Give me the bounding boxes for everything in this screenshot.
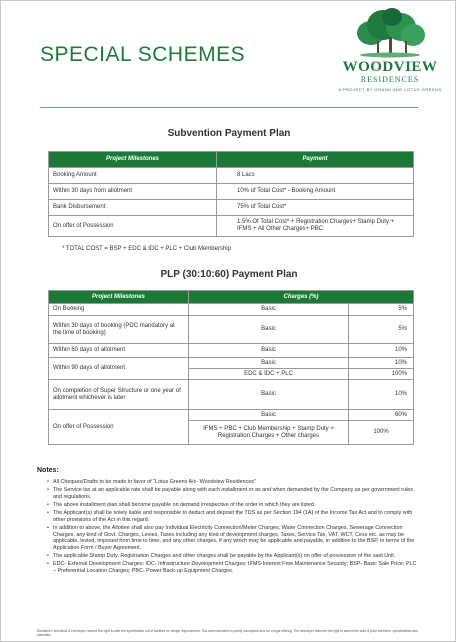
- logo-name: WOODVIEW: [342, 59, 438, 75]
- plp-title: PLP (30:10:60) Payment Plan: [160, 269, 298, 280]
- list-item: • In addition to above, the Allottee shall also pay Individual Electricity Connection/Meter Charges, Water Connection Charges, Sewerage Connection Charges, any kind of Govt. Charges, Levies, Taxes including any kind of development charges, Taxes, Service Tax, VAT, WCT, Cess etc. as may be applicable, levied, imposed from time to time, and any other charges, if any which may be applicable and payable, in addition to the BSP, in terms of the Application Form / Buyer Agreement.: [47, 525, 419, 551]
- table-row: [49, 380, 414, 410]
- disclaimer: Disclaimer: Architects & Developer reserve the right to alter the specification out of facilities for design improvement. This communication is purely conceptual and not a legal offering. The developer reserves the right to amend the area & price elements, specifications and amenities.: [37, 629, 418, 637]
- milestone-cell: Booking Amount: [49, 168, 217, 184]
- milestone-cell: On offer of Possession: [49, 216, 217, 237]
- percent-cell: 60%: [349, 410, 414, 421]
- payment-cell: 8 Lacs: [217, 168, 414, 184]
- charge-cell: Basic: [189, 344, 349, 358]
- list-item: • EDC- External Development Charges; IDC- Infrastructure Development Charges; IFMS-Interest Free Maintenance Security; BSP- Basic Sale Price; PLC – Preferential Location Charges; PBC- Power Back-up Equipment Charges.: [47, 561, 419, 574]
- list-item: • All Cheques/Drafts to be made in favor of "Lotus Greens A/c- Woodview Residences": [47, 479, 419, 486]
- subvention-table: [48, 151, 414, 237]
- table-row: [49, 344, 414, 358]
- trees-icon: [349, 7, 431, 59]
- percent-cell: 100%: [349, 421, 414, 445]
- milestone-cell: On completion of Super Structure or one year of allotment whichever is later: [49, 380, 189, 410]
- percent-cell: 10%: [349, 358, 414, 369]
- payment-cell: 75% of Total Cost*: [217, 200, 414, 216]
- table-row: [49, 358, 414, 369]
- title-divider: [40, 107, 418, 108]
- percent-cell: 10%: [349, 380, 414, 410]
- plp-table: [48, 290, 414, 445]
- milestone-cell: On offer of Possession: [49, 410, 189, 445]
- milestone-cell: Within 60 days of allotment: [49, 344, 189, 358]
- col-payment: Payment: [217, 152, 414, 168]
- table-row: [49, 216, 414, 237]
- table-row: [49, 168, 414, 184]
- charge-cell: IFMS + PBC + Club Membership + Stamp Duty + Registration Charges + Other charges: [189, 421, 349, 445]
- table-row: [49, 316, 414, 344]
- col-milestones: Project Milestones: [49, 152, 217, 168]
- table-row: [49, 184, 414, 200]
- list-item: • The Service tax at an applicable rate shall be payable along with each installment or as and when demanded by the Company as per government rules and regulations.: [47, 487, 419, 500]
- col-charges: Charges (%): [189, 291, 414, 304]
- milestone-cell: Bank Disbursement: [49, 200, 217, 216]
- percent-cell: 5%: [349, 304, 414, 316]
- milestone-cell: Within 30 days from allotment: [49, 184, 217, 200]
- milestone-cell: Within 90 days of allotment: [49, 358, 189, 380]
- list-item: • The applicable Stamp Duty, Registration Charges and other charges shall be payable by the Applicant(s) on offer of possession of the said Unit.: [47, 553, 419, 560]
- logo-tagline: A PROJECT BY GRAND AND LOTUS GREENS: [338, 87, 442, 92]
- payment-cell: 1.5% Of Total Cost* + Registration Charges+ Stamp Duty + IFMS + All Other Charges+ PBC: [217, 216, 414, 237]
- table-row: [49, 200, 414, 216]
- table-row: [49, 410, 414, 421]
- payment-cell: 10% of Total Cost* - Booking Amount: [217, 184, 414, 200]
- percent-cell: 10%: [349, 344, 414, 358]
- table-header: [49, 152, 414, 168]
- list-item: • The above installment plan shall become payable on demand irrespective of the order in which they are listed.: [47, 502, 419, 509]
- percent-cell: 5%: [349, 316, 414, 344]
- logo-sub: RESIDENCES: [360, 75, 420, 84]
- charge-cell: Basic: [189, 316, 349, 344]
- milestone-cell: Within 30 days of booking (PDC mandatory at the time of booking): [49, 316, 189, 344]
- notes-list: [47, 479, 419, 576]
- charge-cell: EDC & IDC + PLC: [189, 369, 349, 380]
- subvention-title: Subvention Payment Plan: [167, 128, 291, 139]
- col-milestones: Project Milestones: [49, 291, 189, 304]
- milestone-cell: On Booking: [49, 304, 189, 316]
- table-row: [49, 304, 414, 316]
- charge-cell: Basic: [189, 358, 349, 369]
- charge-cell: Basic: [189, 380, 349, 410]
- woodview-logo: [331, 7, 449, 99]
- percent-cell: 100%: [349, 369, 414, 380]
- total-cost-note: * TOTAL COST = BSP + EDC & IDC + PLC + Club Membership: [62, 246, 231, 252]
- table-header: [49, 291, 414, 304]
- charge-cell: Basic: [189, 304, 349, 316]
- notes-heading: Notes:: [37, 467, 59, 474]
- list-item: • The Applicant(s) shall be solely liable and responsible to deduct and deposit the TDS as per Section 194 (1A) of the Income Tax Act and to comply with other provisions of the Act in this regard.: [47, 510, 419, 523]
- page-title: SPECIAL SCHEMES: [40, 43, 246, 66]
- charge-cell: Basic: [189, 410, 349, 421]
